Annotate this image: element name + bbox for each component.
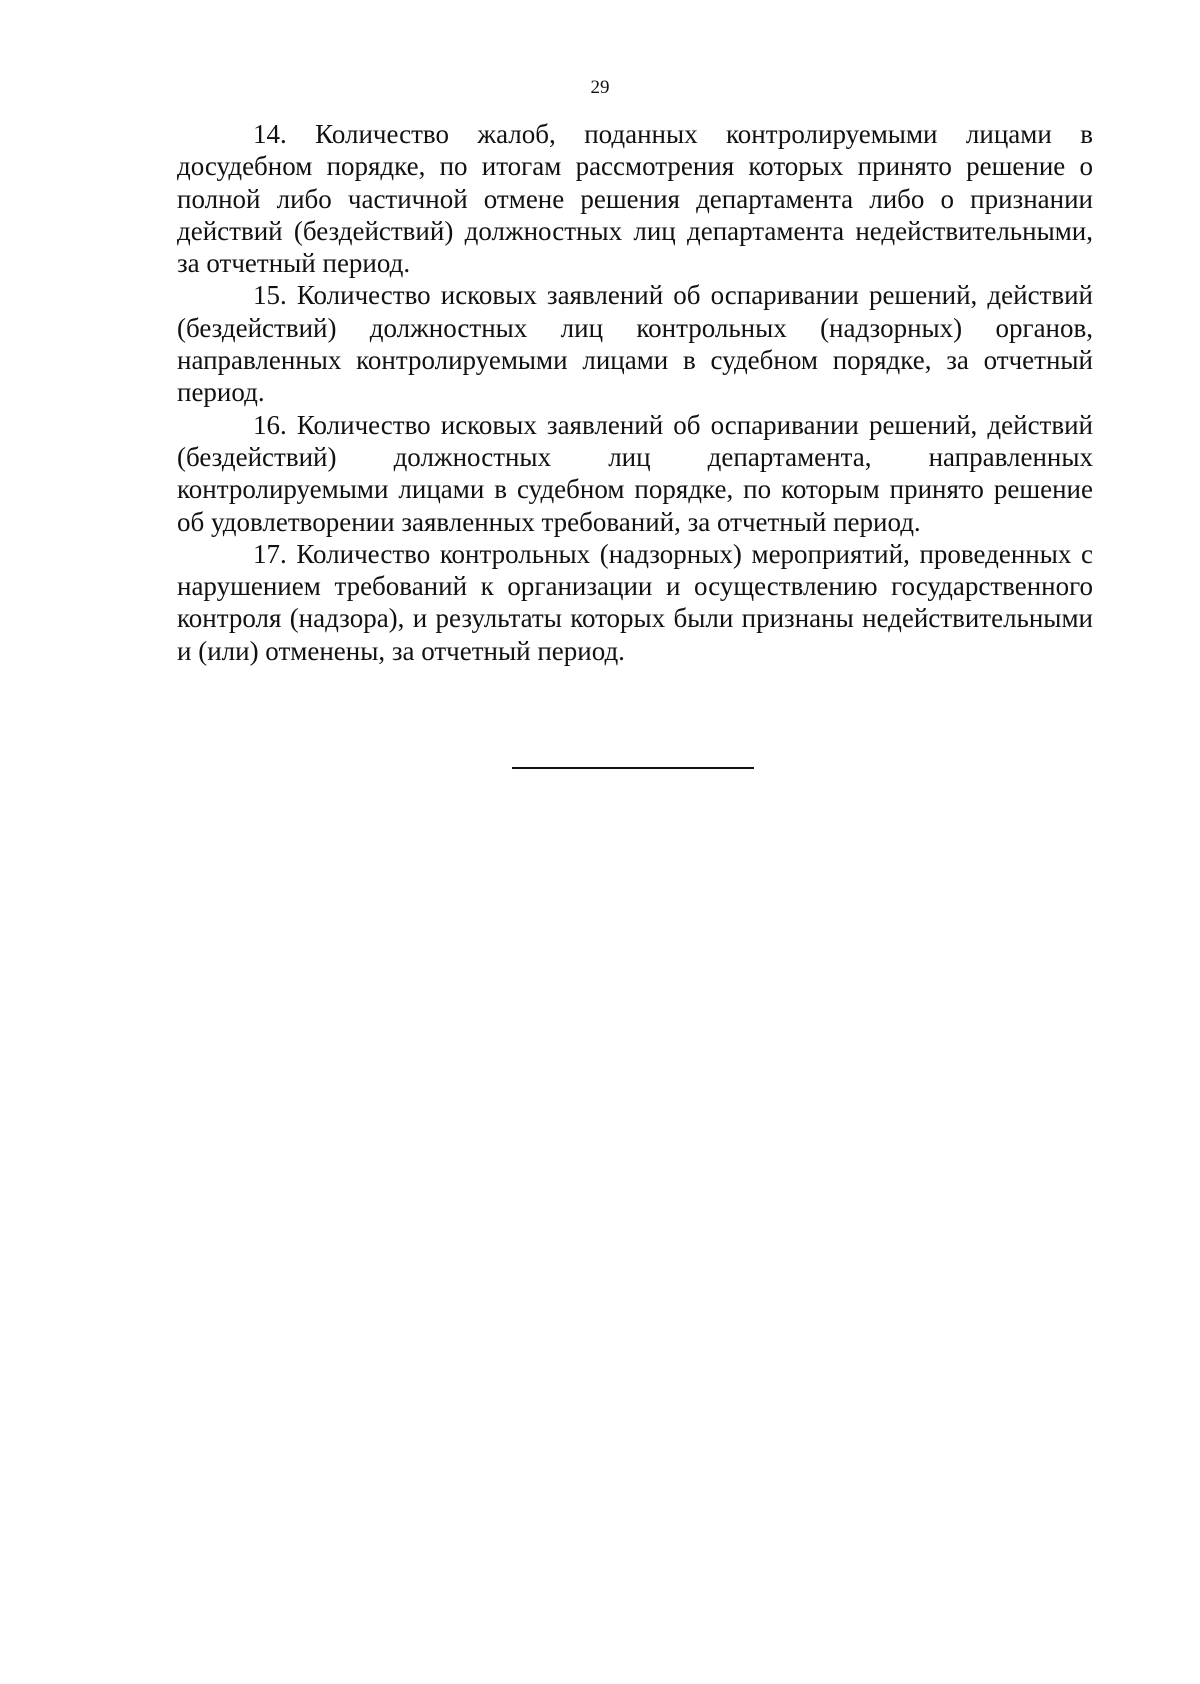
paragraph-16: 16. Количество исковых заявлений об оспаривании решений, действий (бездействий) должностных лиц департамента, направленных контролируемыми лицами в судебном порядке, по которым принято решение об удовлетворении заявленных требований, за отчетный период.: [177, 409, 1093, 537]
page-number: 29: [590, 77, 610, 98]
paragraph-17: 17. Количество контрольных (надзорных) мероприятий, проведенных с нарушением требований к организации и осуществлению государственного контроля (надзора), и результаты которых были признаны недействительными и (или) отменены, за отчетный период.: [177, 538, 1093, 666]
end-divider-line: [512, 767, 754, 769]
document-body: [177, 118, 1093, 667]
paragraph-14: 14. Количество жалоб, поданных контролируемыми лицами в досудебном порядке, по итогам рассмотрения которых принято решение о полной либо частичной отмене решения департамента либо о признании действий (бездействий) должностных лиц департамента недействительными, за отчетный период.: [177, 119, 1093, 279]
paragraph-15: 15. Количество исковых заявлений об оспаривании решений, действий (бездействий) должностных лиц контрольных (надзорных) органов, направленных контролируемыми лицами в судебном порядке, за отчетный период.: [177, 280, 1093, 408]
